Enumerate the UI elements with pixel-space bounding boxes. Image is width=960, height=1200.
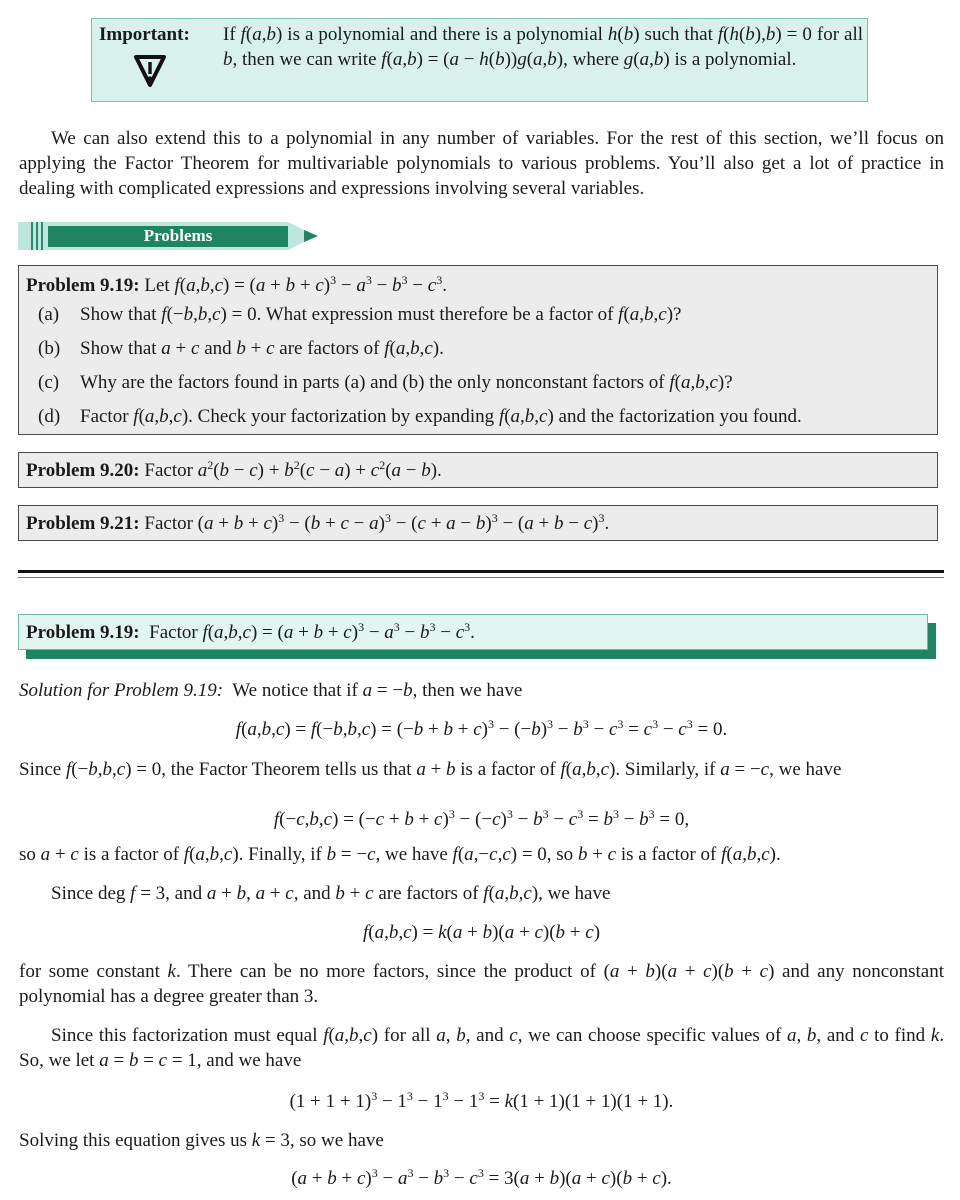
problem-9-20-statement bbox=[26, 458, 442, 483]
part-text: Factor f(a,b,c). Check your factorization by expanding f(a,b,c) and the factorization you found. bbox=[80, 406, 802, 427]
important-callout bbox=[91, 18, 868, 102]
problem-part-a bbox=[38, 302, 681, 327]
solution-lead bbox=[19, 678, 944, 703]
solution-paragraph-4: for some constant k. There can be no more factors, since the product of (a + b)(a + c)(b + c) and any nonconstant polynomial has a degree greater than 3. bbox=[19, 961, 945, 1007]
solution-paragraph-2: so a + c is a factor of f(a,b,c). Finally, if b = −c, we have f(a,−c,c) = 0, so b + c is a factor of f(a,b,c). bbox=[19, 844, 781, 865]
equation-5: $(a + b + c)^3 - a^3 - b^3 - c^3 = 3(a + b)(a + c)(b + c)$. bbox=[291, 1166, 672, 1189]
problem-9-20-box bbox=[18, 452, 938, 488]
problem-title: Problem 9.21: bbox=[26, 513, 140, 534]
important-label: Important: bbox=[99, 24, 190, 45]
solution-paragraph-1: Since f(−b,b,c) = 0, the Factor Theorem tells us that a + b is a factor of f(a,b,c). Similarly, if a = −c, we have bbox=[19, 759, 842, 780]
problem-part-c bbox=[38, 370, 733, 395]
problem-9-21-statement bbox=[26, 511, 609, 536]
intro-paragraph: We can also extend this to a polynomial in any number of variables. For the rest of this section, we’ll focus on applying the Factor Theorem for multivariable polynomials to various problems. You’ll also get a lot of practice in dealing with complicated expressions and expressions involving several variables. bbox=[19, 128, 944, 199]
problem-text: Factor $(a + b + c)^3 - (b + c - a)^3 - (c + a - b)^3 - (a + b - c)^3$. bbox=[144, 511, 610, 534]
solution-label: Solution for Problem 9.19: bbox=[19, 680, 224, 701]
solution-header-text: Factor $f(a,b,c) = (a + b + c)^3 - a^3 - b^3 - c^3$. bbox=[149, 620, 475, 643]
problem-part-d bbox=[38, 404, 802, 429]
equation-3: f(a,b,c) = k(a + b)(a + c)(b + c) bbox=[362, 922, 601, 943]
problem-part-b bbox=[38, 336, 444, 361]
pencil-ferrule bbox=[31, 222, 45, 250]
problem-text: Let $f(a,b,c) = (a + b + c)^3 - a^3 - b^3 - c^3$. bbox=[144, 273, 447, 296]
part-text: Show that a + c and b + c are factors of f(a,b,c). bbox=[80, 338, 444, 359]
equation-1: $f(a,b,c) = f(-b,b,c) = (-b + b + c)^3 - (-b)^3 - b^3 - c^3 = c^3 - c^3 = 0$. bbox=[235, 717, 728, 740]
solution-header-statement bbox=[26, 620, 475, 645]
part-label: (d) bbox=[38, 406, 61, 427]
section-divider bbox=[18, 570, 944, 573]
problem-title: Problem 9.20: bbox=[26, 460, 140, 481]
problem-9-19-statement bbox=[26, 273, 447, 298]
important-text: If f(a,b) is a polynomial and there is a polynomial h(b) such that f(h(b),b) = 0 for all b, then we can write f(a,b) = (a − h(b))g(a,b), where g(a,b) is a polynomial. bbox=[223, 24, 864, 70]
equation-2: $f(-c,b,c) = (-c + b + c)^3 - (-c)^3 - b^3 - c^3 = b^3 - b^3 = 0$, bbox=[273, 807, 690, 830]
problem-text: Factor $a^2(b - c) + b^2(c - a) + c^2(a - b)$. bbox=[144, 458, 442, 481]
problems-header bbox=[18, 222, 320, 250]
solution-paragraph-6: Solving this equation gives us k = 3, so we have bbox=[19, 1130, 384, 1151]
section-divider-thin bbox=[18, 577, 944, 578]
solution-paragraph-3: Since deg f = 3, and a + b, a + c, and b + c are factors of f(a,b,c), we have bbox=[51, 883, 611, 904]
solution-header-box bbox=[18, 614, 928, 650]
part-label: (c) bbox=[38, 372, 60, 393]
problem-title: Problem 9.19: bbox=[26, 275, 140, 296]
solution-paragraph-5: Since this factorization must equal f(a,b,c) for all a, b, and c, we can choose specific values of a, b, and c to find k. So, we let a = b = c = 1, and we have bbox=[19, 1025, 945, 1071]
part-text: Why are the factors found in parts (a) and (b) the only nonconstant factors of f(a,b,c)? bbox=[80, 372, 733, 393]
problem-9-19-box bbox=[18, 265, 938, 435]
problems-header-label: Problems bbox=[143, 226, 213, 245]
problem-9-21-box bbox=[18, 505, 938, 541]
equation-4: $(1 + 1 + 1)^3 - 1^3 - 1^3 - 1^3 = k(1 + 1)(1 + 1)(1 + 1)$. bbox=[289, 1089, 674, 1112]
solution-header-title: Problem 9.19: bbox=[26, 622, 140, 643]
warning-triangle-icon bbox=[130, 51, 170, 91]
part-label: (a) bbox=[38, 304, 60, 325]
part-label: (b) bbox=[38, 338, 61, 359]
solution-lead-text: We notice that if a = −b, then we have bbox=[232, 680, 523, 701]
part-text: Show that f(−b,b,c) = 0. What expression must therefore be a factor of f(a,b,c)? bbox=[80, 304, 682, 325]
